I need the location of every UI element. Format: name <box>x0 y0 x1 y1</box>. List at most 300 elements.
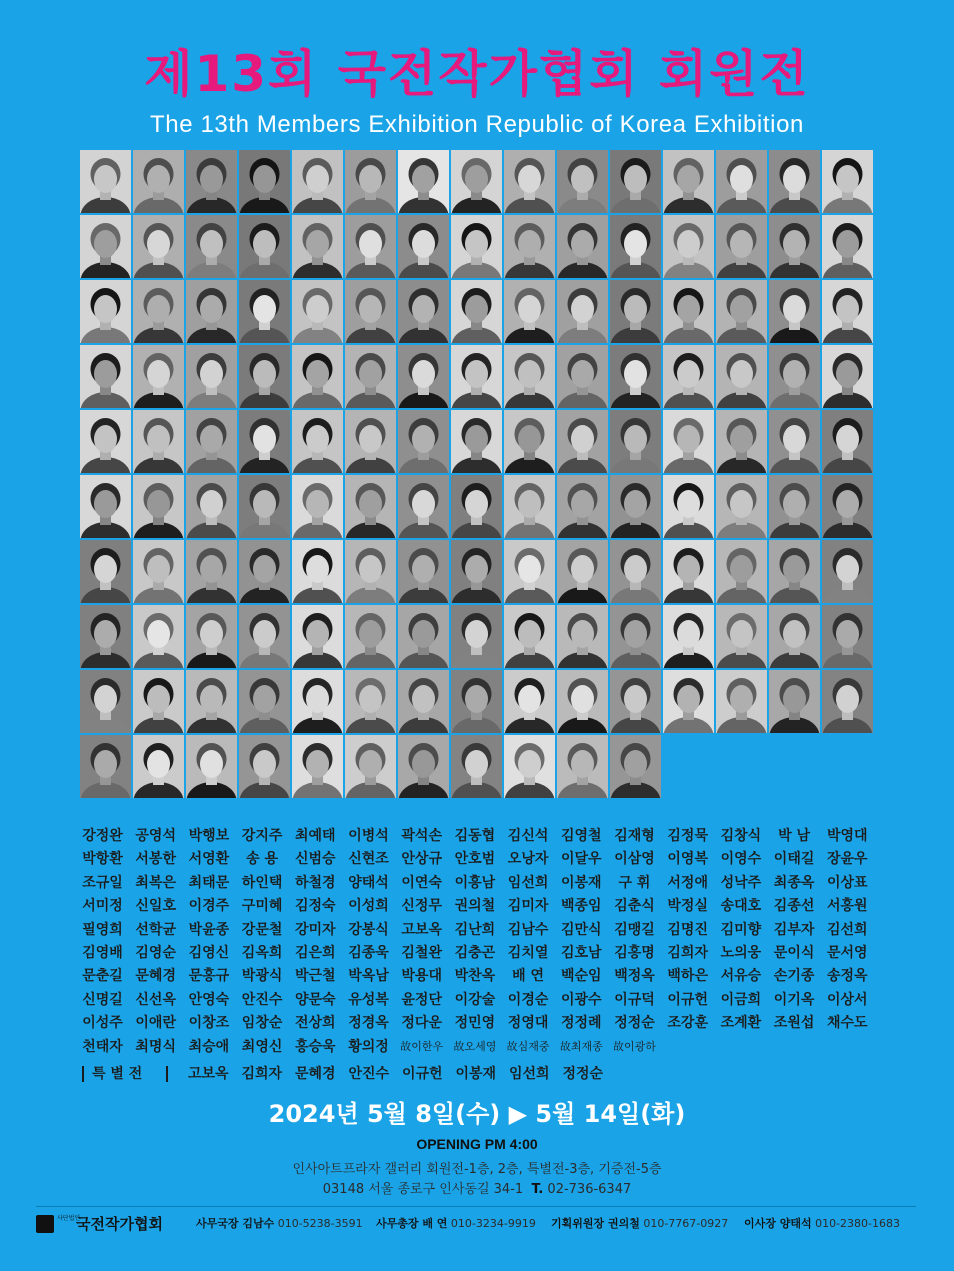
member-name: 정경옥 <box>348 1015 389 1032</box>
member-portrait <box>822 540 873 603</box>
member-name: 이창조 <box>188 1015 230 1032</box>
member-portrait <box>451 735 502 798</box>
member-name: 손기종 <box>773 968 815 985</box>
member-name-row <box>80 848 880 871</box>
member-name: 이상서 <box>827 991 868 1008</box>
member-name: 서유승 <box>720 968 762 985</box>
member-name: 이성희 <box>348 898 389 915</box>
member-name: 백종임 <box>561 898 602 915</box>
member-portrait <box>239 670 290 733</box>
member-portrait <box>663 605 714 668</box>
member-portrait <box>398 605 449 668</box>
member-name: 김만식 <box>561 921 602 938</box>
phone-label: T. <box>531 1182 544 1197</box>
member-name: 서홍원 <box>827 898 868 915</box>
member-portrait <box>292 410 343 473</box>
member-name: 김창식 <box>720 828 762 844</box>
member-name: 노의웅 <box>720 944 762 961</box>
member-name: 김종선 <box>773 898 815 915</box>
member-name: 박근철 <box>295 968 336 985</box>
member-name: 안상규 <box>401 851 442 868</box>
member-portrait <box>822 475 873 538</box>
member-portrait <box>133 540 184 603</box>
special-exhibitor-name: 김희자 <box>241 1066 283 1082</box>
member-name: 이애란 <box>135 1015 176 1032</box>
member-portrait <box>557 670 608 733</box>
member-name: 조강훈 <box>667 1015 708 1032</box>
member-portrait <box>663 670 714 733</box>
member-name: 이영수 <box>720 851 762 868</box>
member-name: 채수도 <box>827 1015 868 1032</box>
member-name: 이병석 <box>348 828 389 844</box>
member-name: 김동협 <box>454 828 496 844</box>
member-portrait <box>345 410 396 473</box>
member-name: 선학균 <box>135 921 176 938</box>
member-portrait <box>504 670 555 733</box>
member-portrait <box>451 410 502 473</box>
member-portrait <box>610 150 661 213</box>
member-name: 문서영 <box>827 944 868 961</box>
member-portrait <box>398 410 449 473</box>
member-name: 안호범 <box>454 851 496 868</box>
member-portrait <box>451 345 502 408</box>
member-portrait <box>345 540 396 603</box>
member-portrait <box>133 670 184 733</box>
member-portrait <box>292 475 343 538</box>
member-portrait <box>345 475 396 538</box>
member-portrait <box>239 540 290 603</box>
member-name: 김선희 <box>827 921 868 938</box>
member-portrait <box>186 215 237 278</box>
contact-general-manager: 사무총장 배 연 010-3234-9919 <box>376 1217 536 1230</box>
member-name: 송 용 <box>246 851 279 868</box>
member-portrait <box>80 410 131 473</box>
member-portrait <box>133 150 184 213</box>
special-exhibitor-name: 정정순 <box>562 1066 604 1082</box>
member-portrait <box>451 540 502 603</box>
member-name: 박영대 <box>827 828 868 844</box>
member-portrait <box>239 605 290 668</box>
member-name: 김미자 <box>507 898 549 915</box>
member-name: 이성주 <box>82 1015 123 1032</box>
member-portrait <box>398 475 449 538</box>
member-name: 최종옥 <box>773 874 815 891</box>
member-portrait <box>663 475 714 538</box>
member-portrait <box>610 735 661 798</box>
member-name: 조원섭 <box>773 1015 815 1032</box>
member-portrait <box>504 410 555 473</box>
member-name-row <box>80 895 880 918</box>
member-name: 이경주 <box>188 898 230 915</box>
member-name: 정다운 <box>401 1015 442 1032</box>
member-name: 이경순 <box>507 991 549 1008</box>
member-name: 김신석 <box>507 828 549 844</box>
member-name: 김맹길 <box>614 921 655 938</box>
member-portrait <box>398 215 449 278</box>
member-portrait <box>610 605 661 668</box>
member-name: 문이식 <box>773 944 815 961</box>
member-name-row <box>80 825 880 848</box>
member-name: 배 연 <box>512 968 545 985</box>
member-name: 임창순 <box>241 1015 283 1032</box>
member-portrait <box>716 605 767 668</box>
member-name: 이광수 <box>561 991 602 1008</box>
member-name: 정정례 <box>561 1015 602 1032</box>
member-portrait <box>451 150 502 213</box>
org-prefix: 사단법인 <box>57 1215 81 1222</box>
member-name: 공영석 <box>135 828 176 844</box>
member-name: 이봉재 <box>561 874 602 891</box>
member-name: 문혜경 <box>135 968 176 985</box>
member-name: 이규덕 <box>614 991 655 1008</box>
member-portrait <box>769 345 820 408</box>
member-name: 최태문 <box>188 874 230 891</box>
member-name: 김은희 <box>295 944 336 961</box>
member-name: 황의정 <box>348 1038 389 1055</box>
member-portrait <box>133 215 184 278</box>
org-name: 국전작가협회 <box>76 1215 163 1233</box>
member-portrait <box>610 475 661 538</box>
venue-info: 인사아트프라자 갤러리 회원전-1층, 2층, 특별전-3층, 기증전-5층 <box>292 1162 662 1177</box>
member-name: 백정옥 <box>614 968 655 985</box>
member-name: 필영희 <box>82 921 123 938</box>
member-portrait <box>239 475 290 538</box>
member-name: 신명길 <box>82 991 123 1008</box>
member-portrait <box>451 670 502 733</box>
member-portrait <box>716 540 767 603</box>
special-exhibitor-name: 문혜경 <box>295 1066 336 1082</box>
member-name-row <box>80 965 880 988</box>
member-portrait <box>80 150 131 213</box>
member-name: 서미정 <box>82 898 123 915</box>
member-portrait <box>769 410 820 473</box>
member-portrait <box>822 215 873 278</box>
member-portrait <box>663 345 714 408</box>
member-portrait <box>398 280 449 343</box>
member-portrait <box>504 605 555 668</box>
member-name: 김옥희 <box>241 944 283 961</box>
member-name: 강미자 <box>295 921 336 938</box>
member-portrait <box>133 280 184 343</box>
member-name: 신범승 <box>295 851 336 868</box>
member-portrait <box>663 150 714 213</box>
member-name: 천태자 <box>82 1038 123 1055</box>
member-portrait <box>663 280 714 343</box>
member-name-row <box>80 1036 880 1059</box>
member-portrait <box>504 345 555 408</box>
footer <box>36 1212 926 1236</box>
poster-title-korean: 제13회 국전작가협회 회원전 <box>144 45 810 103</box>
member-portrait <box>80 540 131 603</box>
member-portrait <box>345 345 396 408</box>
member-name: 이기옥 <box>773 991 815 1008</box>
member-portrait <box>663 410 714 473</box>
member-name: 강봉식 <box>348 921 389 938</box>
member-name: 최승애 <box>188 1038 230 1055</box>
member-name-row <box>80 942 880 965</box>
member-name: 정영대 <box>507 1015 549 1032</box>
member-portrait <box>769 215 820 278</box>
member-portrait <box>716 670 767 733</box>
association-logo-icon <box>36 1215 54 1233</box>
member-portrait <box>716 215 767 278</box>
member-name: 김호남 <box>561 944 602 961</box>
member-name: 김영신 <box>188 944 230 961</box>
member-portrait <box>822 280 873 343</box>
member-portrait <box>504 735 555 798</box>
member-portrait <box>610 410 661 473</box>
address-line <box>0 1180 954 1200</box>
member-name: 구 휘 <box>618 874 651 891</box>
member-portrait <box>186 150 237 213</box>
member-name: 이규헌 <box>667 991 708 1008</box>
member-name: 김재형 <box>614 828 655 844</box>
member-name: 최영신 <box>241 1038 283 1055</box>
special-exhibitor-name: 임선희 <box>509 1066 550 1082</box>
member-portrait <box>186 475 237 538</box>
member-portrait-grid <box>80 150 874 800</box>
member-portrait <box>716 150 767 213</box>
member-portrait <box>186 670 237 733</box>
member-portrait <box>504 540 555 603</box>
member-name: 안영숙 <box>188 991 230 1008</box>
member-name: 김종욱 <box>348 944 389 961</box>
member-portrait <box>398 670 449 733</box>
member-name: 박광식 <box>241 968 283 985</box>
member-name-row <box>80 872 880 895</box>
member-name: 김영철 <box>561 828 602 844</box>
member-name: 오낭자 <box>507 851 549 868</box>
member-portrait <box>345 670 396 733</box>
member-portrait <box>398 345 449 408</box>
member-name: 故이한우 <box>400 1039 444 1053</box>
member-name: 정정순 <box>614 1015 655 1032</box>
member-portrait <box>610 215 661 278</box>
member-name: 김영배 <box>82 944 123 961</box>
member-name: 최명식 <box>135 1038 176 1055</box>
member-portrait <box>504 280 555 343</box>
phone-number: 02-736-6347 <box>547 1182 632 1197</box>
member-name: 박옥남 <box>348 968 389 985</box>
member-name: 양문숙 <box>295 991 336 1008</box>
member-portrait <box>504 215 555 278</box>
member-portrait <box>557 280 608 343</box>
member-portrait <box>716 475 767 538</box>
member-portrait <box>345 280 396 343</box>
member-name: 강지주 <box>241 828 283 844</box>
member-portrait <box>398 735 449 798</box>
member-portrait <box>716 280 767 343</box>
member-name: 박 남 <box>778 828 811 844</box>
member-name: 故최재종 <box>559 1039 603 1053</box>
special-exhibitor-name: 고보옥 <box>188 1066 229 1082</box>
member-name: 임선희 <box>507 874 549 891</box>
member-portrait <box>769 670 820 733</box>
member-portrait <box>610 280 661 343</box>
member-portrait <box>292 670 343 733</box>
member-name: 전상희 <box>295 1015 336 1032</box>
member-name: 이상표 <box>827 874 868 891</box>
member-name: 곽석손 <box>401 828 442 844</box>
member-name: 최복은 <box>135 874 176 891</box>
special-label-bar-right <box>166 1066 168 1082</box>
member-name: 강문철 <box>241 921 283 938</box>
member-portrait <box>80 280 131 343</box>
member-name: 권의철 <box>454 898 496 915</box>
address-text: 03148 서울 종로구 인사동길 34-1 <box>322 1182 524 1197</box>
member-portrait <box>133 475 184 538</box>
member-portrait <box>239 150 290 213</box>
member-name: 이달우 <box>561 851 602 868</box>
member-portrait <box>451 215 502 278</box>
member-portrait <box>451 475 502 538</box>
member-portrait <box>769 540 820 603</box>
member-portrait <box>557 605 608 668</box>
member-name: 구미혜 <box>241 898 283 915</box>
member-name-row <box>80 1012 880 1035</box>
member-portrait <box>186 735 237 798</box>
member-portrait <box>822 670 873 733</box>
member-name: 박행보 <box>188 828 230 844</box>
member-portrait <box>292 345 343 408</box>
member-name: 성낙주 <box>720 874 762 891</box>
member-name: 김홍명 <box>614 944 655 961</box>
member-name: 안진수 <box>241 991 283 1008</box>
member-name: 양태석 <box>348 874 389 891</box>
member-name: 이흥남 <box>454 874 496 891</box>
exhibition-date: 2024년 5월 8일(수) ▶ 5월 14일(화) <box>268 1100 686 1128</box>
member-name: 하인택 <box>241 874 283 891</box>
member-name: 故심재중 <box>506 1039 550 1053</box>
member-portrait <box>80 735 131 798</box>
member-portrait <box>345 215 396 278</box>
special-exhibitor-name: 이규헌 <box>402 1066 443 1082</box>
member-portrait <box>186 410 237 473</box>
member-portrait <box>292 280 343 343</box>
member-portrait <box>822 410 873 473</box>
member-name: 김철완 <box>401 944 442 961</box>
member-portrait <box>822 345 873 408</box>
footer-divider <box>36 1206 916 1207</box>
member-portrait <box>769 605 820 668</box>
member-portrait <box>292 540 343 603</box>
member-name: 신일호 <box>135 898 176 915</box>
member-portrait <box>610 540 661 603</box>
member-name: 신정무 <box>401 898 442 915</box>
member-name: 유성복 <box>348 991 389 1008</box>
member-portrait <box>822 150 873 213</box>
member-name: 김남수 <box>507 921 549 938</box>
member-name: 송정옥 <box>827 968 868 985</box>
member-portrait <box>239 280 290 343</box>
member-portrait <box>663 215 714 278</box>
member-portrait <box>398 150 449 213</box>
member-name: 김난희 <box>454 921 496 938</box>
special-label: 특 별 전 <box>92 1066 143 1082</box>
member-portrait <box>557 215 608 278</box>
member-portrait <box>557 475 608 538</box>
member-portrait <box>557 410 608 473</box>
member-name-row <box>80 989 880 1012</box>
member-name: 서봉한 <box>135 851 176 868</box>
member-portrait <box>239 215 290 278</box>
member-name: 강정완 <box>82 828 123 844</box>
contact-planning-chair: 기획위원장 권의철 010-7767-0927 <box>551 1217 729 1230</box>
member-portrait <box>80 345 131 408</box>
member-name: 김희자 <box>667 944 708 961</box>
member-name: 김치열 <box>507 944 549 961</box>
member-portrait <box>80 215 131 278</box>
member-name: 김명진 <box>667 921 708 938</box>
member-portrait <box>504 475 555 538</box>
member-name: 김정숙 <box>295 898 336 915</box>
member-name: 송대호 <box>720 898 762 915</box>
member-portrait <box>716 410 767 473</box>
member-name: 조계환 <box>720 1015 762 1032</box>
member-portrait <box>769 280 820 343</box>
member-name: 문홍규 <box>188 968 230 985</box>
member-name: 백순임 <box>561 968 602 985</box>
member-portrait <box>186 605 237 668</box>
member-portrait <box>716 345 767 408</box>
member-portrait <box>610 345 661 408</box>
member-portrait <box>504 150 555 213</box>
member-name: 이태길 <box>773 851 815 868</box>
member-portrait <box>345 150 396 213</box>
member-name: 윤정단 <box>401 991 442 1008</box>
member-name: 장윤우 <box>827 851 868 868</box>
member-portrait <box>133 605 184 668</box>
member-portrait <box>80 670 131 733</box>
member-name: 김정묵 <box>667 828 708 844</box>
member-name: 故오세영 <box>453 1039 497 1053</box>
member-portrait <box>557 540 608 603</box>
member-portrait <box>822 605 873 668</box>
member-portrait <box>239 735 290 798</box>
contact-chairman: 이사장 양태석 010-2380-1683 <box>744 1217 901 1230</box>
member-name: 서영환 <box>188 851 230 868</box>
member-portrait <box>133 345 184 408</box>
member-portrait <box>133 735 184 798</box>
member-name: 이연숙 <box>401 874 442 891</box>
special-label-bar-left <box>82 1066 84 1082</box>
member-name: 이삼영 <box>614 851 655 868</box>
member-portrait <box>292 735 343 798</box>
member-name: 신선옥 <box>135 991 176 1008</box>
member-portrait <box>663 540 714 603</box>
member-name: 정민영 <box>454 1015 496 1032</box>
member-portrait <box>133 410 184 473</box>
contact-secretary-general: 사무국장 김남수 010-5238-3591 <box>196 1217 363 1230</box>
member-portrait <box>80 475 131 538</box>
member-name: 김충곤 <box>454 944 496 961</box>
member-name: 조규일 <box>82 874 123 891</box>
special-exhibition-row <box>80 1063 780 1087</box>
member-name: 김영순 <box>135 944 176 961</box>
member-portrait <box>186 540 237 603</box>
member-name: 박찬옥 <box>454 968 496 985</box>
member-portrait <box>345 735 396 798</box>
member-name: 박항환 <box>82 851 123 868</box>
opening-time: OPENING PM 4:00 <box>416 1136 538 1152</box>
member-name: 이금희 <box>720 991 762 1008</box>
member-name: 박윤종 <box>188 921 230 938</box>
member-name: 최예태 <box>295 828 336 844</box>
special-exhibitor-name: 이봉재 <box>455 1066 497 1082</box>
member-name-list <box>80 825 880 1059</box>
member-name: 박정실 <box>667 898 708 915</box>
member-name: 문춘길 <box>82 968 123 985</box>
